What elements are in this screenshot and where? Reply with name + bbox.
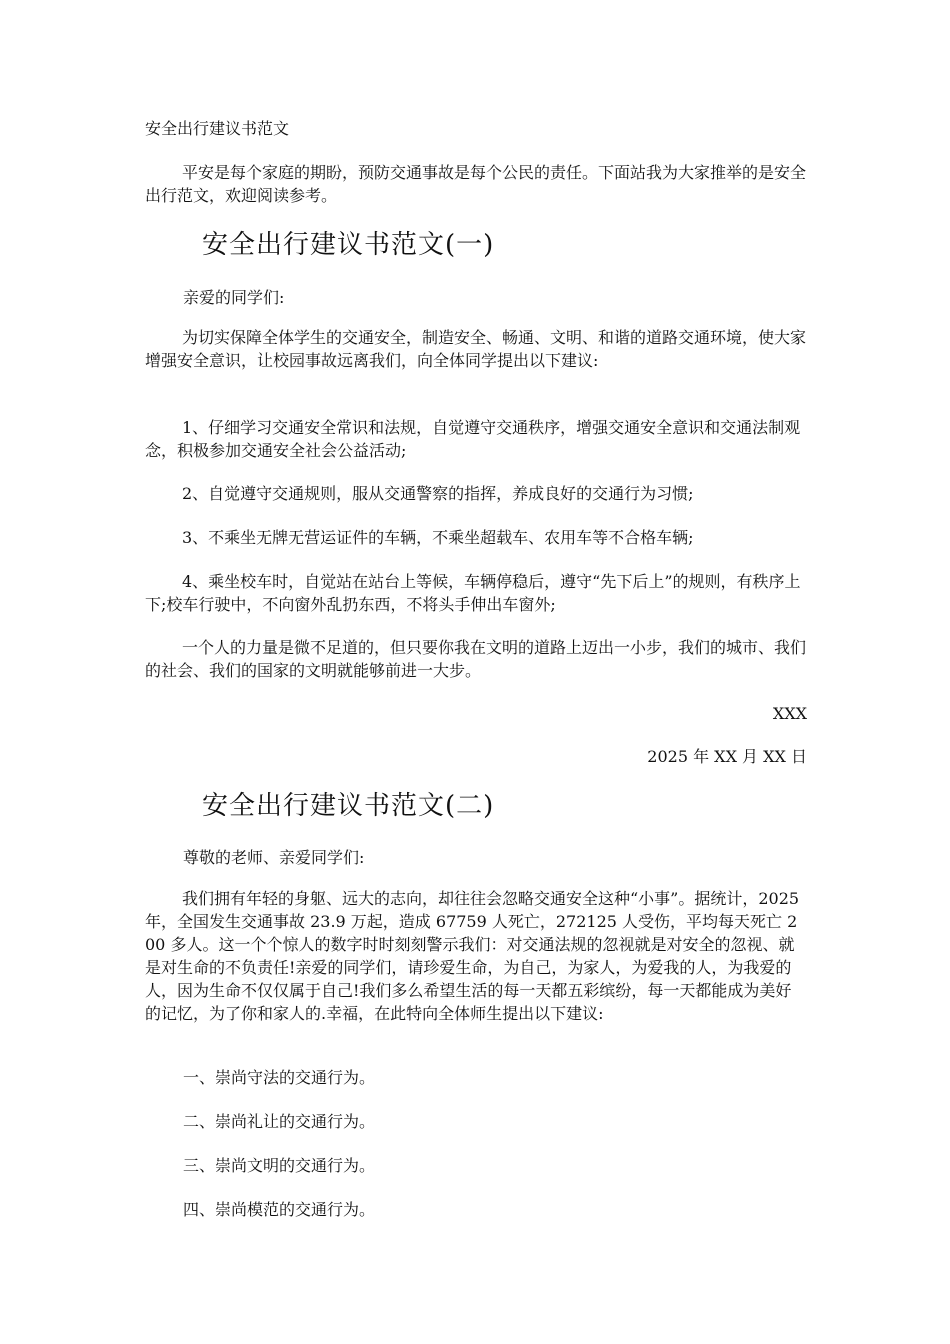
section-1-closing: 一个人的力量是微不足道的，但只要你我在文明的道路上迈出一小步，我们的城市、我们的社会、我们的国家的文明就能够前进一大步。 (145, 638, 807, 680)
section-1-paragraph: 为切实保障全体学生的交通安全，制造安全、畅通、文明、和谐的道路交通环境，使大家增强安全意识，让校园事故远离我们，向全体同学提出以下建议: (145, 328, 807, 370)
section-1-item-1: 1、仔细学习交通安全常识和法规，自觉遵守交通秩序，增强交通安全意识和交通法制观念，积极参加交通安全社会公益活动; (145, 418, 801, 460)
intro-paragraph: 平安是每个家庭的期盼，预防交通事故是每个公民的责任。下面站我为大家推举的是安全出行范文，欢迎阅读参考。 (145, 163, 807, 205)
section-2-item: 二、崇尚礼让的交通行为。 (183, 1112, 376, 1131)
section-1-item-2: 2、自觉遵守交通规则，服从交通警察的指挥，养成良好的交通行为习惯; (182, 484, 694, 503)
document-title: 安全出行建议书范文 (145, 119, 290, 138)
section-1-date: 2025 年 XX 月 XX 日 (647, 747, 807, 766)
section-1-item-3: 3、不乘坐无牌无营运证件的车辆，不乘坐超载车、农用车等不合格车辆; (182, 528, 694, 547)
section-1-heading: 安全出行建议书范文(一) (202, 230, 495, 260)
section-1-greeting: 亲爱的同学们: (183, 288, 285, 307)
section-2-greeting: 尊敬的老师、亲爱同学们: (183, 848, 365, 867)
section-2-heading: 安全出行建议书范文(二) (202, 791, 495, 821)
section-2-paragraph: 我们拥有年轻的身躯、远大的志向，却往往会忽略交通安全这种“小事”。据统计，2025 年，全国发生交通事故 23.9 万起，造成 67759 人死亡，272125 人受伤，平均每天死亡 200 多人。这一个个惊人的数字时时刻刻警示我们：对交通法规的忽视就是对安全的忽视、就是对生命的不负责任!亲爱的同学们，请珍爱生命，为自己，为家人，为爱我的人，为我爱的人，因为生命不仅仅属于自己!我们多么希望生活的每一天都五彩缤纷，每一天都能成为美好的记忆，为了你和家人的.幸福，在此特向全体师生提出以下建议: (145, 889, 800, 1023)
section-1-signature: XXX (772, 704, 807, 723)
section-2-item: 三、崇尚文明的交通行为。 (183, 1156, 376, 1175)
section-2-item: 四、崇尚模范的交通行为。 (183, 1200, 376, 1219)
section-1-item-4: 4、乘坐校车时，自觉站在站台上等候，车辆停稳后，遵守“先下后上”的规则，有秩序上下;校车行驶中，不向窗外乱扔东西，不将头手伸出车窗外; (145, 572, 801, 614)
section-2-item: 一、崇尚守法的交通行为。 (183, 1068, 376, 1087)
